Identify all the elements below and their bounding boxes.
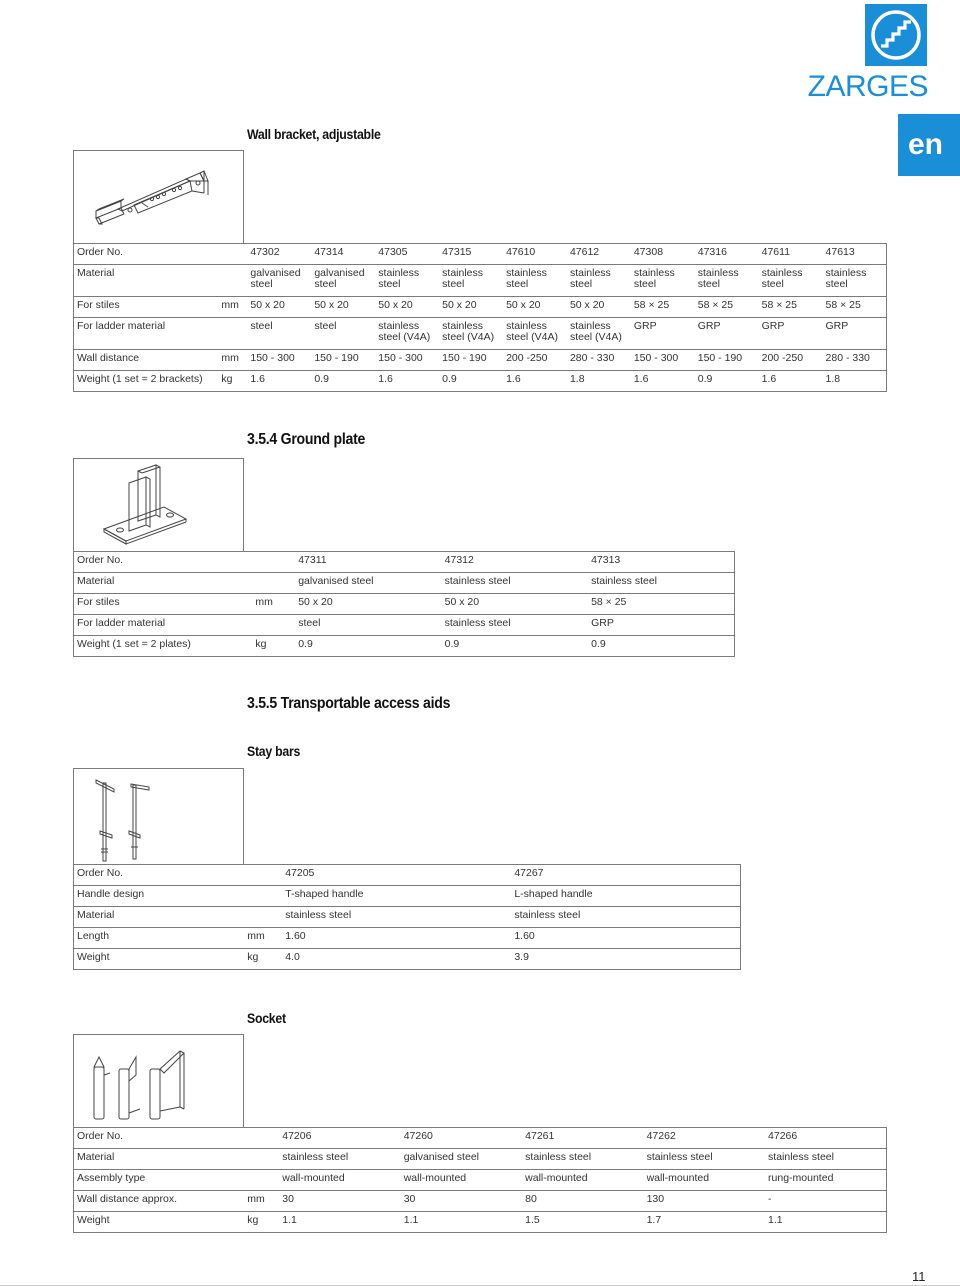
socket-table	[73, 1127, 887, 1233]
table-cell: 58 × 25	[695, 297, 759, 318]
table-cell: 1.6	[375, 371, 439, 392]
table-cell: 50 x 20	[247, 297, 311, 318]
table-row	[74, 318, 887, 350]
table-cell: 47205	[282, 865, 511, 886]
table-cell: 130	[644, 1191, 765, 1212]
table-cell: 47267	[511, 865, 740, 886]
table-cell: 47611	[759, 244, 823, 265]
table-cell: 150 - 190	[311, 350, 375, 371]
row-label: Material	[74, 265, 219, 297]
ground-plate-image	[73, 458, 244, 551]
table-row	[74, 615, 735, 636]
table-cell: 47610	[503, 244, 567, 265]
table-cell: 1.5	[522, 1212, 643, 1233]
table-cell: GRP	[759, 318, 823, 350]
table-cell: stainless steel	[644, 1149, 765, 1170]
table-cell: 1.1	[765, 1212, 886, 1233]
table-cell: wall-mounted	[644, 1170, 765, 1191]
table-cell: 47314	[311, 244, 375, 265]
stay-bars-table	[73, 864, 741, 970]
row-label: Order No.	[74, 865, 245, 886]
table-cell: 1.6	[759, 371, 823, 392]
table-cell: 1.6	[503, 371, 567, 392]
table-cell: 0.9	[439, 371, 503, 392]
table-cell: stainless steel	[567, 265, 631, 297]
table-cell: stainless steel (V4A)	[567, 318, 631, 350]
table-cell: 80	[522, 1191, 643, 1212]
table-cell: 50 x 20	[442, 594, 588, 615]
stay-bars-image	[73, 768, 244, 864]
row-label: For stiles	[74, 297, 219, 318]
table-cell: 47260	[401, 1128, 522, 1149]
table-cell: 47313	[588, 552, 734, 573]
table-row	[74, 865, 741, 886]
table-cell: 0.9	[295, 636, 441, 657]
row-unit: kg	[252, 636, 295, 657]
table-cell: 47612	[567, 244, 631, 265]
table-cell: stainless steel	[282, 907, 511, 928]
row-unit	[218, 244, 247, 265]
row-unit: mm	[244, 928, 282, 949]
table-cell: stainless steel	[765, 1149, 886, 1170]
row-label: Assembly type	[74, 1170, 245, 1191]
table-cell: galvanised steel	[247, 265, 311, 297]
table-cell: 30	[401, 1191, 522, 1212]
row-unit: mm	[252, 594, 295, 615]
socket-title: Socket	[247, 1010, 286, 1026]
row-unit	[244, 1128, 279, 1149]
ground-plate-table	[73, 551, 735, 657]
row-label: Weight	[74, 1212, 245, 1233]
table-cell: 1.6	[631, 371, 695, 392]
table-cell: galvanised steel	[401, 1149, 522, 1170]
row-unit: mm	[218, 350, 247, 371]
table-cell: 58 × 25	[823, 297, 887, 318]
brand-name: ZARGES	[807, 70, 928, 103]
table-cell: 4.0	[282, 949, 511, 970]
table-cell: rung-mounted	[765, 1170, 886, 1191]
row-label: Weight	[74, 949, 245, 970]
row-unit	[218, 265, 247, 297]
row-unit: kg	[244, 1212, 279, 1233]
table-cell: 1.60	[282, 928, 511, 949]
table-cell: 50 x 20	[311, 297, 375, 318]
row-unit	[244, 1170, 279, 1191]
table-cell: 47613	[823, 244, 887, 265]
table-cell: 1.7	[644, 1212, 765, 1233]
ground-plate-title: 3.5.4 Ground plate	[247, 431, 366, 448]
table-cell: 47262	[644, 1128, 765, 1149]
row-label: For ladder material	[74, 318, 219, 350]
table-cell: 50 x 20	[439, 297, 503, 318]
table-cell: steel	[295, 615, 441, 636]
table-cell: 47266	[765, 1128, 886, 1149]
table-cell: steel	[247, 318, 311, 350]
table-cell: wall-mounted	[522, 1170, 643, 1191]
table-row	[74, 371, 887, 392]
table-cell: 280 - 330	[567, 350, 631, 371]
row-label: Material	[74, 907, 245, 928]
table-cell: stainless steel (V4A)	[375, 318, 439, 350]
row-unit	[244, 886, 282, 907]
table-row	[74, 1128, 887, 1149]
row-unit	[244, 865, 282, 886]
row-unit: mm	[218, 297, 247, 318]
table-cell: 50 x 20	[503, 297, 567, 318]
table-cell: 0.9	[588, 636, 734, 657]
table-cell: 280 - 330	[823, 350, 887, 371]
table-cell: 200 -250	[503, 350, 567, 371]
table-cell: 150 - 300	[631, 350, 695, 371]
row-label: For ladder material	[74, 615, 253, 636]
row-unit	[244, 907, 282, 928]
table-row	[74, 1170, 887, 1191]
wall-bracket-table	[73, 243, 887, 392]
page-number: 11	[912, 1269, 926, 1284]
table-row	[74, 907, 741, 928]
table-cell: stainless steel	[503, 265, 567, 297]
row-label: For stiles	[74, 594, 253, 615]
table-cell: stainless steel (V4A)	[439, 318, 503, 350]
row-label: Weight (1 set = 2 plates)	[74, 636, 253, 657]
row-unit	[244, 1149, 279, 1170]
table-cell: galvanised steel	[295, 573, 441, 594]
row-label: Material	[74, 573, 253, 594]
table-cell: steel	[311, 318, 375, 350]
table-row	[74, 552, 735, 573]
table-cell: stainless steel	[439, 265, 503, 297]
row-label: Weight (1 set = 2 brackets)	[74, 371, 219, 392]
table-cell: T-shaped handle	[282, 886, 511, 907]
row-label: Wall distance approx.	[74, 1191, 245, 1212]
row-label: Length	[74, 928, 245, 949]
table-cell: GRP	[588, 615, 734, 636]
table-cell: 47315	[439, 244, 503, 265]
table-row	[74, 1212, 887, 1233]
table-cell: 1.1	[279, 1212, 400, 1233]
table-cell: 58 × 25	[588, 594, 734, 615]
table-cell: 1.60	[511, 928, 740, 949]
table-cell: 1.8	[567, 371, 631, 392]
table-cell: 50 x 20	[375, 297, 439, 318]
stay-bars-title: Stay bars	[247, 743, 301, 759]
row-unit	[252, 615, 295, 636]
table-cell: 150 - 300	[375, 350, 439, 371]
table-cell: 150 - 190	[439, 350, 503, 371]
table-row	[74, 244, 887, 265]
table-cell: stainless steel	[759, 265, 823, 297]
row-unit: kg	[244, 949, 282, 970]
row-unit	[252, 552, 295, 573]
table-cell: GRP	[823, 318, 887, 350]
table-cell: wall-mounted	[401, 1170, 522, 1191]
row-unit	[252, 573, 295, 594]
table-cell: stainless steel	[823, 265, 887, 297]
table-cell: 3.9	[511, 949, 740, 970]
table-row	[74, 949, 741, 970]
row-label: Material	[74, 1149, 245, 1170]
table-row	[74, 350, 887, 371]
stairs-logo-icon	[865, 4, 927, 66]
table-cell: galvanised steel	[311, 265, 375, 297]
language-tab[interactable]: en	[898, 114, 960, 176]
table-cell: 47308	[631, 244, 695, 265]
table-cell: 47302	[247, 244, 311, 265]
table-row	[74, 1149, 887, 1170]
table-row	[74, 265, 887, 297]
row-label: Order No.	[74, 1128, 245, 1149]
zarges-logo-icon	[865, 4, 927, 66]
table-cell: stainless steel	[522, 1149, 643, 1170]
table-cell: stainless steel	[442, 615, 588, 636]
row-label: Handle design	[74, 886, 245, 907]
table-cell: 0.9	[442, 636, 588, 657]
row-label: Order No.	[74, 552, 253, 573]
row-unit	[218, 318, 247, 350]
table-row	[74, 928, 741, 949]
table-cell: 0.9	[311, 371, 375, 392]
table-cell: 47312	[442, 552, 588, 573]
table-cell: 30	[279, 1191, 400, 1212]
table-cell: 1.8	[823, 371, 887, 392]
table-cell: stainless steel (V4A)	[503, 318, 567, 350]
row-label: Order No.	[74, 244, 219, 265]
table-cell: 47206	[279, 1128, 400, 1149]
table-row	[74, 1191, 887, 1212]
table-cell: L-shaped handle	[511, 886, 740, 907]
wall-bracket-title: Wall bracket, adjustable	[247, 126, 381, 142]
table-cell: 150 - 300	[247, 350, 311, 371]
table-cell: wall-mounted	[279, 1170, 400, 1191]
table-cell: 47305	[375, 244, 439, 265]
table-cell: stainless steel	[511, 907, 740, 928]
row-unit: mm	[244, 1191, 279, 1212]
table-cell: stainless steel	[695, 265, 759, 297]
table-cell: 50 x 20	[295, 594, 441, 615]
socket-image	[73, 1034, 244, 1127]
table-row	[74, 636, 735, 657]
table-cell: stainless steel	[442, 573, 588, 594]
table-cell: 47261	[522, 1128, 643, 1149]
table-cell: stainless steel	[279, 1149, 400, 1170]
table-row	[74, 594, 735, 615]
table-cell: 47316	[695, 244, 759, 265]
table-cell: GRP	[631, 318, 695, 350]
table-cell: stainless steel	[631, 265, 695, 297]
row-label: Wall distance	[74, 350, 219, 371]
table-cell: 200 -250	[759, 350, 823, 371]
table-cell: 50 x 20	[567, 297, 631, 318]
wall-bracket-image	[73, 150, 244, 243]
table-row	[74, 573, 735, 594]
table-cell: 150 - 190	[695, 350, 759, 371]
table-row	[74, 297, 887, 318]
table-row	[74, 886, 741, 907]
transportable-title: 3.5.5 Transportable access aids	[247, 695, 451, 712]
table-cell: GRP	[695, 318, 759, 350]
table-cell: 1.1	[401, 1212, 522, 1233]
row-unit: kg	[218, 371, 247, 392]
table-cell: 47311	[295, 552, 441, 573]
table-cell: 58 × 25	[631, 297, 695, 318]
table-cell: 58 × 25	[759, 297, 823, 318]
table-cell: stainless steel	[375, 265, 439, 297]
table-cell: -	[765, 1191, 886, 1212]
table-cell: stainless steel	[588, 573, 734, 594]
table-cell: 1.6	[247, 371, 311, 392]
table-cell: 0.9	[695, 371, 759, 392]
